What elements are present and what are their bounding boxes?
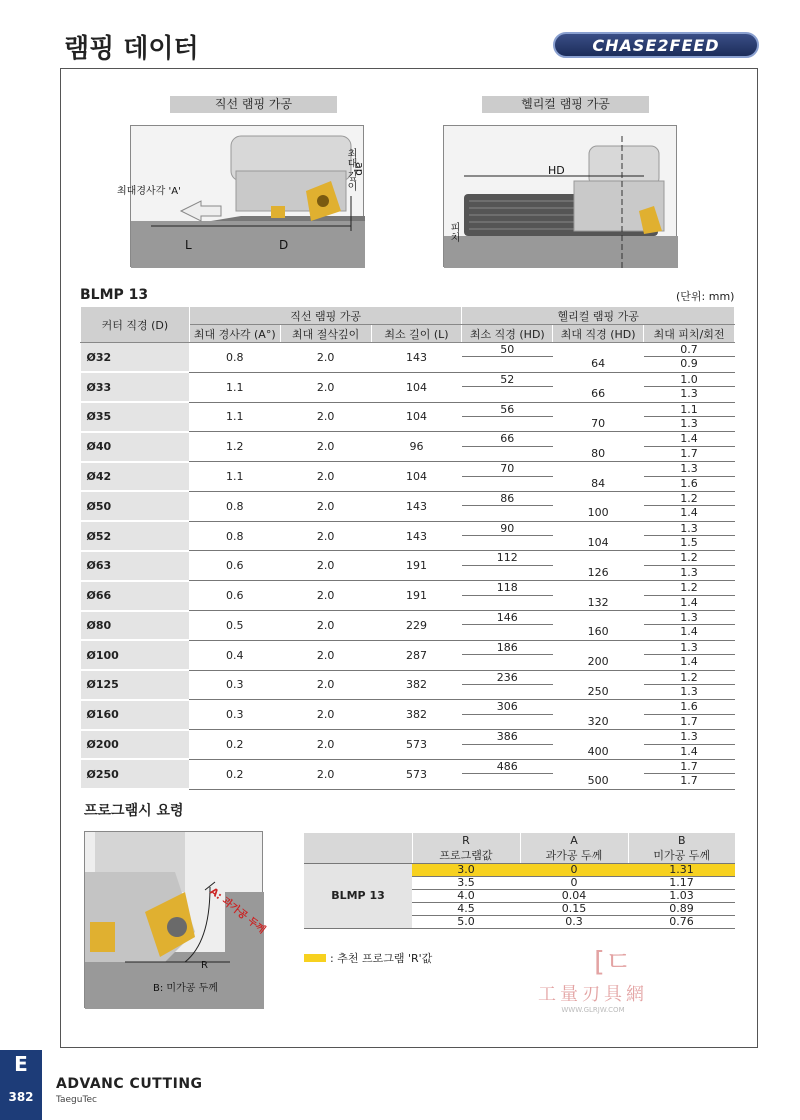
cell-max-angle: 0.3 <box>189 670 280 700</box>
table-row <box>81 670 735 700</box>
cell-max-angle: 0.6 <box>189 551 280 581</box>
max-hd-blank <box>553 760 644 774</box>
cell-min-hd <box>462 372 553 402</box>
pitch-value-2: 1.4 <box>680 655 698 669</box>
cell-min-length: 143 <box>371 521 462 551</box>
cell-min-hd <box>462 521 553 551</box>
min-hd-blank <box>462 715 553 729</box>
cell-max-pitch <box>644 462 735 492</box>
cell-min-hd <box>462 491 553 521</box>
header-straight: 직선 램핑 가공 <box>189 307 462 325</box>
cell-max-hd <box>553 551 644 581</box>
cell-diameter: Ø80 <box>81 611 190 641</box>
table-row <box>81 491 735 521</box>
pitch-value-1: 1.2 <box>644 671 735 685</box>
cell-min-hd <box>462 551 553 581</box>
cell-max-angle: 0.3 <box>189 700 280 730</box>
cell-max-hd <box>553 432 644 462</box>
cell-diameter: Ø66 <box>81 581 190 611</box>
col-B-desc: 미가공 두께 <box>653 849 711 862</box>
D-label: D <box>279 238 289 252</box>
min-hd-value: 186 <box>462 641 553 655</box>
max-hd-blank <box>553 462 644 476</box>
cell-max-angle: 1.1 <box>189 462 280 492</box>
overcut-label: A: 과가공 두께 <box>207 886 268 937</box>
pitch-value-1: 1.2 <box>644 581 735 595</box>
min-hd-value: 66 <box>462 432 553 446</box>
max-hd-blank <box>553 522 644 536</box>
col-A-sym: A <box>570 834 578 847</box>
cell-min-length: 104 <box>371 372 462 402</box>
max-hd-value: 80 <box>591 446 606 460</box>
cell-max-angle: 0.8 <box>189 343 280 373</box>
pitch-value-2: 1.3 <box>680 387 698 401</box>
legend-text: : 추천 프로그램 'R'값 <box>330 952 433 965</box>
pitch-value-1: 1.2 <box>644 551 735 565</box>
cell-max-depth: 2.0 <box>280 640 371 670</box>
pitch-value-1: 1.3 <box>644 462 735 476</box>
header-max-pitch: 최대 피치/회전 <box>644 325 735 343</box>
max-angle-label: 최대경사각 'A' <box>117 186 181 197</box>
pitch-value-2: 1.7 <box>680 714 698 728</box>
pitch-value-2: 1.4 <box>680 595 698 609</box>
cell-max-depth: 2.0 <box>280 670 371 700</box>
cell-max-hd <box>553 700 644 730</box>
min-hd-value: 306 <box>462 700 553 714</box>
min-hd-blank <box>462 745 553 759</box>
min-hd-blank <box>462 477 553 491</box>
cell-min-hd <box>462 402 553 432</box>
footer-logo: ADVANC CUTTING <box>56 1076 203 1092</box>
cell-min-length: 287 <box>371 640 462 670</box>
max-hd-value: 70 <box>591 416 606 430</box>
pitch-label: 피치 <box>448 222 459 242</box>
header-diameter: 커터 직경 (D) <box>81 307 190 343</box>
min-hd-blank <box>462 774 553 788</box>
cell-max-depth: 2.0 <box>280 491 371 521</box>
min-hd-value: 56 <box>462 403 553 417</box>
cell-max-pitch <box>644 759 735 789</box>
cell-min-hd <box>462 581 553 611</box>
min-hd-value: 70 <box>462 462 553 476</box>
cell-diameter: Ø32 <box>81 343 190 373</box>
pitch-value-1: 1.6 <box>644 700 735 714</box>
pitch-value-2: 1.6 <box>680 476 698 490</box>
max-hd-blank <box>553 730 644 744</box>
cell-max-hd <box>553 402 644 432</box>
program-table <box>304 833 735 929</box>
cell-max-pitch <box>644 372 735 402</box>
section-letter: E <box>14 1052 28 1076</box>
min-hd-blank <box>462 447 553 461</box>
cell-diameter: Ø52 <box>81 521 190 551</box>
max-hd-blank <box>553 641 644 655</box>
min-hd-blank <box>462 685 553 699</box>
min-hd-blank <box>462 566 553 580</box>
min-hd-blank <box>462 387 553 401</box>
cell-max-angle: 1.1 <box>189 402 280 432</box>
cell-max-depth: 2.0 <box>280 343 371 373</box>
max-hd-blank <box>553 581 644 595</box>
cell-max-pitch <box>644 700 735 730</box>
legend-swatch <box>304 954 326 962</box>
header-helical: 헬리컬 램핑 가공 <box>462 307 735 325</box>
table-row <box>81 581 735 611</box>
table-row <box>81 372 735 402</box>
min-hd-blank <box>462 536 553 550</box>
header-min-hd: 최소 직경 (HD) <box>462 325 553 343</box>
straight-ramp-diagram <box>131 126 365 268</box>
cell-diameter: Ø125 <box>81 670 190 700</box>
cell-min-length: 104 <box>371 462 462 492</box>
pitch-value-2: 0.9 <box>680 357 698 371</box>
cell-max-hd <box>553 730 644 760</box>
pitch-value-2: 1.3 <box>680 565 698 579</box>
cell-max-hd <box>553 521 644 551</box>
cell-max-hd <box>553 372 644 402</box>
cell-R: 3.5 <box>412 877 520 890</box>
max-hd-blank <box>553 373 644 387</box>
HD-label: HD <box>548 164 565 177</box>
cell-min-hd <box>462 462 553 492</box>
cell-diameter: Ø35 <box>81 402 190 432</box>
program-row <box>304 864 735 877</box>
brand-logo: CHASE2FEED <box>553 32 759 58</box>
header-min-length: 최소 길이 (L) <box>371 325 462 343</box>
table-row <box>81 343 735 373</box>
max-hd-value: 200 <box>587 655 609 669</box>
undercut-label: B: 미가공 두께 <box>153 983 218 994</box>
cell-diameter: Ø33 <box>81 372 190 402</box>
max-hd-blank <box>553 671 644 685</box>
cell-max-angle: 0.2 <box>189 759 280 789</box>
cell-min-length: 382 <box>371 700 462 730</box>
pitch-value-1: 1.3 <box>644 730 735 744</box>
cell-min-hd <box>462 432 553 462</box>
pitch-value-1: 1.1 <box>644 403 735 417</box>
cell-max-angle: 1.2 <box>189 432 280 462</box>
max-hd-blank <box>553 700 644 714</box>
cell-max-depth: 2.0 <box>280 462 371 492</box>
pitch-value-1: 1.2 <box>644 492 735 506</box>
cell-A: 0.04 <box>520 890 628 903</box>
unit-label: (단위: mm) <box>676 290 735 303</box>
ap-label: ap <box>353 162 366 176</box>
cell-diameter: Ø50 <box>81 491 190 521</box>
cell-min-length: 143 <box>371 343 462 373</box>
cell-max-angle: 0.5 <box>189 611 280 641</box>
pitch-value-2: 1.4 <box>680 744 698 758</box>
min-hd-blank <box>462 506 553 520</box>
pitch-value-1: 1.3 <box>644 641 735 655</box>
watermark-text: 工量刃具網 <box>538 984 648 1005</box>
cell-max-angle: 0.2 <box>189 730 280 760</box>
cell-min-hd <box>462 670 553 700</box>
cell-B: 1.03 <box>628 890 735 903</box>
header-max-angle: 최대 경사각 (A°) <box>189 325 280 343</box>
section-tab <box>0 1050 42 1120</box>
cell-min-length: 573 <box>371 759 462 789</box>
cell-B: 0.76 <box>628 916 735 929</box>
min-hd-blank <box>462 417 553 431</box>
cell-max-pitch <box>644 402 735 432</box>
table-row <box>81 759 735 789</box>
pitch-value-2: 1.5 <box>680 536 698 550</box>
table-row <box>81 640 735 670</box>
min-hd-blank <box>462 596 553 610</box>
cell-max-pitch <box>644 581 735 611</box>
min-hd-value: 386 <box>462 730 553 744</box>
cell-diameter: Ø250 <box>81 759 190 789</box>
min-hd-value: 50 <box>462 343 553 357</box>
pitch-value-1: 0.7 <box>644 343 735 357</box>
col-A-desc: 과가공 두께 <box>545 849 603 862</box>
max-hd-blank <box>553 432 644 446</box>
cell-max-angle: 0.8 <box>189 521 280 551</box>
cell-diameter: Ø63 <box>81 551 190 581</box>
min-hd-blank <box>462 655 553 669</box>
helical-ramp-tag: 헬리컬 램핑 가공 <box>482 96 649 113</box>
min-hd-value: 486 <box>462 760 553 774</box>
max-hd-value: 500 <box>587 774 609 788</box>
helical-ramp-diagram <box>444 126 678 268</box>
cell-max-depth: 2.0 <box>280 402 371 432</box>
cell-min-length: 573 <box>371 730 462 760</box>
cell-min-hd <box>462 730 553 760</box>
cell-max-depth: 2.0 <box>280 700 371 730</box>
straight-ramp-figure <box>117 125 366 267</box>
col-R-desc: 프로그램값 <box>439 849 493 862</box>
min-hd-value: 86 <box>462 492 553 506</box>
cell-max-pitch <box>644 521 735 551</box>
page-title: 램핑 데이터 <box>64 34 199 64</box>
cell-max-hd <box>553 640 644 670</box>
cell-min-hd <box>462 700 553 730</box>
cell-max-hd <box>553 581 644 611</box>
table-row <box>81 611 735 641</box>
cell-min-length: 96 <box>371 432 462 462</box>
pitch-value-1: 1.0 <box>644 373 735 387</box>
cell-max-hd <box>553 462 644 492</box>
min-hd-value: 146 <box>462 611 553 625</box>
min-hd-value: 90 <box>462 522 553 536</box>
max-hd-value: 250 <box>587 684 609 698</box>
max-hd-blank <box>553 551 644 565</box>
legend <box>304 950 432 966</box>
cell-max-pitch <box>644 491 735 521</box>
cell-max-pitch <box>644 611 735 641</box>
cell-max-depth: 2.0 <box>280 432 371 462</box>
cell-min-hd <box>462 343 553 373</box>
cell-max-angle: 0.6 <box>189 581 280 611</box>
cell-R: 5.0 <box>412 916 520 929</box>
max-hd-value: 132 <box>587 595 609 609</box>
cell-R: 4.0 <box>412 890 520 903</box>
table-title: BLMP 13 <box>80 287 149 303</box>
max-hd-value: 160 <box>587 625 609 639</box>
min-hd-value: 52 <box>462 373 553 387</box>
cell-A: 0 <box>520 864 628 877</box>
straight-ramp-tag: 직선 램핑 가공 <box>170 96 337 113</box>
cell-min-length: 191 <box>371 551 462 581</box>
cell-min-length: 229 <box>371 611 462 641</box>
max-hd-blank <box>553 343 644 357</box>
cell-min-hd <box>462 640 553 670</box>
cell-diameter: Ø200 <box>81 730 190 760</box>
cell-max-pitch <box>644 730 735 760</box>
col-B-header <box>628 833 735 864</box>
max-hd-blank <box>553 403 644 417</box>
cell-diameter: Ø100 <box>81 640 190 670</box>
cell-max-depth: 2.0 <box>280 730 371 760</box>
header-max-hd: 최대 직경 (HD) <box>553 325 644 343</box>
pitch-value-2: 1.7 <box>680 774 698 788</box>
cell-max-pitch <box>644 551 735 581</box>
helical-ramp-figure <box>443 125 677 267</box>
pitch-value-1: 1.3 <box>644 522 735 536</box>
table-row <box>81 521 735 551</box>
max-hd-value: 66 <box>591 387 606 401</box>
table-row <box>81 551 735 581</box>
cell-B: 1.31 <box>628 864 735 877</box>
cell-max-depth: 2.0 <box>280 611 371 641</box>
cell-max-pitch <box>644 343 735 373</box>
cell-max-pitch <box>644 640 735 670</box>
cell-max-hd <box>553 611 644 641</box>
cell-B: 0.89 <box>628 903 735 916</box>
max-depth-label: 최대 깊이 <box>345 148 356 192</box>
cell-min-length: 382 <box>371 670 462 700</box>
cell-A: 0.15 <box>520 903 628 916</box>
table-row <box>81 730 735 760</box>
col-R-header <box>412 833 520 864</box>
cell-min-hd <box>462 759 553 789</box>
cell-R: 4.5 <box>412 903 520 916</box>
cell-B: 1.17 <box>628 877 735 890</box>
pitch-value-1: 1.7 <box>644 760 735 774</box>
program-row-label: BLMP 13 <box>304 864 412 929</box>
table-row <box>81 462 735 492</box>
max-hd-value: 320 <box>587 714 609 728</box>
col-B-sym: B <box>677 834 686 847</box>
pitch-value-2: 1.4 <box>680 625 698 639</box>
watermark-logo: [ㄷ <box>594 945 632 978</box>
min-hd-value: 118 <box>462 581 553 595</box>
watermark-url: WWW.GLRJW.COM <box>561 1006 625 1014</box>
pitch-value-1: 1.4 <box>644 432 735 446</box>
cell-diameter: Ø42 <box>81 462 190 492</box>
cell-max-angle: 0.8 <box>189 491 280 521</box>
cell-max-hd <box>553 343 644 373</box>
cell-max-hd <box>553 759 644 789</box>
cell-max-depth: 2.0 <box>280 521 371 551</box>
R-label: R <box>201 960 208 971</box>
min-hd-value: 112 <box>462 551 553 565</box>
pitch-value-2: 1.3 <box>680 416 698 430</box>
pitch-value-2: 1.3 <box>680 684 698 698</box>
page-number: 382 <box>8 1090 34 1104</box>
table-row <box>81 700 735 730</box>
cell-max-depth: 2.0 <box>280 759 371 789</box>
cell-max-hd <box>553 491 644 521</box>
cell-max-pitch <box>644 432 735 462</box>
pitch-value-1: 1.3 <box>644 611 735 625</box>
cell-max-angle: 1.1 <box>189 372 280 402</box>
cell-A: 0.3 <box>520 916 628 929</box>
cell-max-depth: 2.0 <box>280 372 371 402</box>
cell-diameter: Ø160 <box>81 700 190 730</box>
table-row <box>81 402 735 432</box>
max-hd-value: 400 <box>587 744 609 758</box>
max-hd-blank <box>553 492 644 506</box>
col-A-header <box>520 833 628 864</box>
cell-max-pitch <box>644 670 735 700</box>
col-R-sym: R <box>462 834 470 847</box>
footer-logo-sub: TaeguTec <box>56 1095 97 1105</box>
header-max-depth: 최대 절삭깊이 <box>280 325 371 343</box>
max-hd-value: 64 <box>591 357 606 371</box>
cell-max-depth: 2.0 <box>280 551 371 581</box>
pitch-value-2: 1.4 <box>680 506 698 520</box>
table-row <box>81 432 735 462</box>
cell-max-hd <box>553 670 644 700</box>
cell-min-length: 104 <box>371 402 462 432</box>
min-hd-value: 236 <box>462 671 553 685</box>
ramping-data-table <box>80 306 735 790</box>
max-hd-value: 84 <box>591 476 606 490</box>
pitch-value-2: 1.7 <box>680 446 698 460</box>
program-figure <box>84 831 268 1008</box>
cell-A: 0 <box>520 877 628 890</box>
program-title: 프로그램시 요령 <box>84 803 184 819</box>
max-hd-value: 126 <box>587 565 609 579</box>
cell-min-length: 191 <box>371 581 462 611</box>
cell-diameter: Ø40 <box>81 432 190 462</box>
cell-min-hd <box>462 611 553 641</box>
cell-min-length: 143 <box>371 491 462 521</box>
cell-max-depth: 2.0 <box>280 581 371 611</box>
cell-max-angle: 0.4 <box>189 640 280 670</box>
cell-R: 3.0 <box>412 864 520 877</box>
max-hd-blank <box>553 611 644 625</box>
max-hd-value: 100 <box>587 506 609 520</box>
min-hd-blank <box>462 357 553 371</box>
watermark <box>538 940 648 1014</box>
min-hd-blank <box>462 625 553 639</box>
max-hd-value: 104 <box>587 536 609 550</box>
L-label: L <box>185 238 192 252</box>
